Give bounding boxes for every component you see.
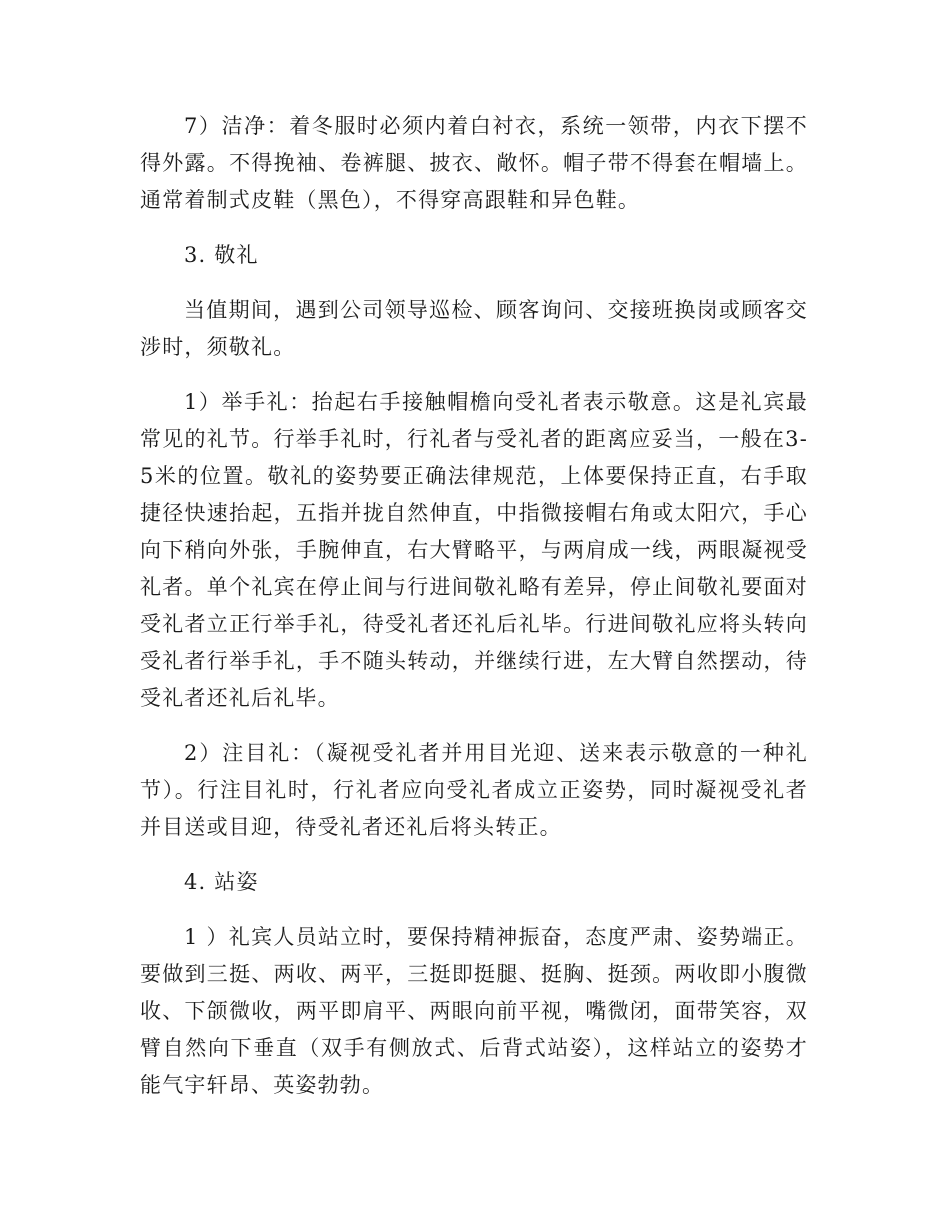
paragraph-attention-salute: 2）注目礼：（凝视受礼者并用目光迎、送来表示敬意的一种礼节）。行注目礼时，行礼者应向受礼者成立正姿势，同时凝视受礼者并目送或目迎，待受礼者还礼后将头转正。 [140, 741, 808, 839]
section-heading-standing: 4. 站姿 [184, 870, 259, 894]
section-heading-salute: 3. 敬礼 [184, 243, 259, 267]
paragraph-cleanliness: 7）洁净：着冬服时必须内着白衬衣，系统一领带，内衣下摆不得外露。不得挽袖、卷裤腿、披衣、敞怀。帽子带不得套在帽墙上。通常着制式皮鞋（黑色），不得穿高跟鞋和异色鞋。 [140, 114, 808, 212]
paragraph-salute-intro: 当值期间，遇到公司领导巡检、顾客询问、交接班换岗或顾客交涉时，须敬礼。 [140, 298, 808, 359]
paragraph-hand-salute: 1）举手礼：抬起右手接触帽檐向受礼者表示敬意。这是礼宾最常见的礼节。行举手礼时，行礼者与受礼者的距离应妥当，一般在3-5米的位置。敬礼的姿势要正确法律规范，上体要保持正直，右手取捷径快速抬起，五指并拢自然伸直，中指微接帽右角或太阳穴，手心向下稍向外张，手腕伸直，右大臂略平，与两肩成一线，两眼凝视受礼者。单个礼宾在停止间与行进间敬礼略有差异，停止间敬礼要面对受礼者立正行举手礼，待受礼者还礼后礼毕。行进间敬礼应将头转向受礼者行举手礼，手不随头转动，并继续行进，左大臂自然摆动，待受礼者还礼后礼毕。 [140, 390, 808, 710]
paragraph-standing-posture: 1 ）礼宾人员站立时，要保持精神振奋，态度严肃、姿势端正。要做到三挺、两收、两平，三挺即挺腿、挺胸、挺颈。两收即小腹微收、下颌微收，两平即肩平、两眼向前平视，嘴微闭，面带笑容，双臂自然向下垂直（双手有侧放式、后背式站姿），这样站立的姿势才能气宇轩昂、英姿勃勃。 [140, 925, 808, 1097]
document-body [140, 108, 808, 1122]
